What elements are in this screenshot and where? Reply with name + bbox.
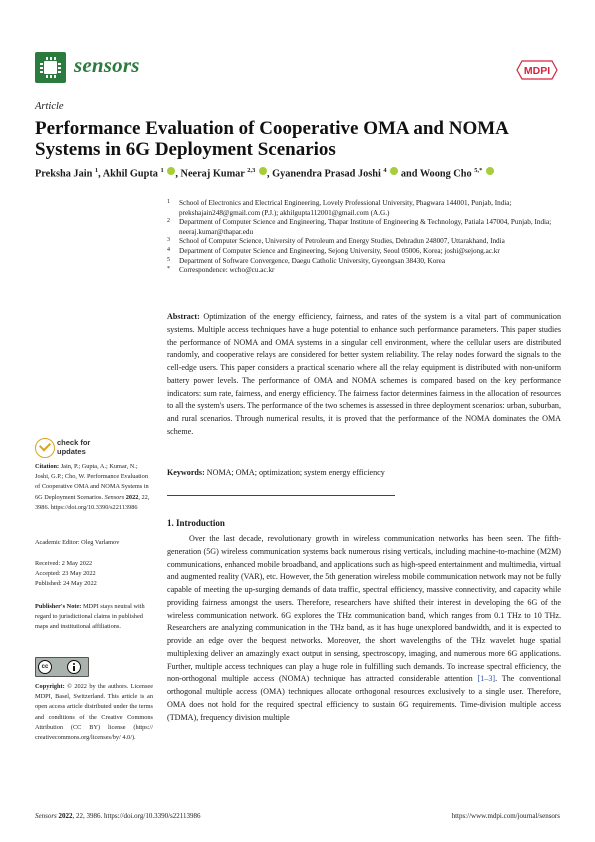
affiliation-item: 4 Department of Computer Science and Engineering, Sejong University, Seoul 05006, Korea; joshi@sejong.ac.kr [167,246,500,255]
author-affiliation: 4 [383,167,387,174]
check-updates-line: check for [57,438,91,447]
academic-editor: Academic Editor: Oleg Varlamov [35,539,120,546]
footer-url[interactable]: https://www.mdpi.com/journal/sensors [451,812,560,820]
footer-doi[interactable]: , 22, 3986. https://doi.org/10.3390/s22113986 [72,812,201,820]
abstract [167,311,561,439]
citation-label: Citation: [35,463,60,470]
attribution-icon [67,660,81,674]
author-name[interactable]: Akhil Gupta [102,168,158,180]
cc-by-license-icon[interactable] [35,657,89,677]
check-for-updates-button[interactable] [35,438,145,460]
article-type: Article [35,101,64,112]
author-name[interactable]: Neeraj Kumar [180,168,245,180]
keywords [167,468,561,477]
author-name[interactable]: Preksha Jain [35,168,93,180]
citation-text: Jain, P.; Gupta, A.; Kumar, N.; Joshi, G.P.; Cho, W. Performance Evaluation of Cooperative OMA and NOMA Systems in 6G Deployment Scenarios. [35,463,149,501]
publisher-name: MDPI [523,65,551,77]
author-joiner: and [400,168,418,180]
cc-icon: cc [38,660,52,674]
footer-year: 2022 [58,812,73,820]
published-date: Published: 24 May 2022 [35,580,97,588]
author-name[interactable]: Gyanendra Prasad Joshi [272,168,381,180]
author-affiliation: 2,3 [247,167,256,174]
author-separator: , [266,168,270,180]
abstract-label: Abstract: [167,312,200,321]
citation-doi[interactable]: , 22, 3986. https://doi.org/10.3390/s22113986 [35,493,150,511]
affiliation-item: 5 Department of Software Convergence, Daegu Catholic University, Gyeongsan 38430, Korea [167,256,446,265]
orcid-icon[interactable] [259,167,267,175]
journal-logo-icon [35,52,66,83]
reference-link[interactable]: [1–3] [477,674,496,684]
citation-journal: Sensors [104,493,125,501]
section-title: 1. Introduction [167,518,225,528]
copyright-block [35,682,153,743]
journal-name[interactable]: sensors [74,53,140,77]
divider [167,495,395,496]
body-text-a: Over the last decade, revolutionary growth in wireless communication networks has been seen. The fifth-generation (5G) wireless communication systems back numerous rising verticals, including machine-to-machine (M2M) communications, enhanced mobile broadband, and applications such as high-speed entertainment and multimedia, virtual and augmented reality (VAR), etc. However, the 5th generation wireless mobile communication network may not be fully capable of meeting the up-surging demands of data traffic, spectral efficiency, massive connectivity, and capacity while providing fairness amongst the users. Therefore, researchers have shifted their interest in developing the 6G of the wireless communication network. 6G explores the THz communication band, which ranges from 0.1 THz to 10 THz. Researchers are analyzing communication in the THz band, as it has huge unexplored bandwidth, and it is expected to provide an edge over the bequest networks. Moreover, the short wavelengths of the THz wavelet huge spatial multiplexing deliver an amazingly exact output in sensing, spectroscopy, imaging, and numerous more 6G applications. Further, multiple access techniques can play a huge role in fulfilling such demands. To increase spectral efficiency, the non-orthogonal multiple access (NOMA) technique has attracted considerable attention [167,534,561,684]
author-list [35,167,575,179]
author-affiliation: 1 [94,167,99,174]
body-text-b: . The conventional orthogonal multiple access (OMA) techniques allocate orthogonal resources exclusively to a single user. Therefore, OMA does not hold for the required spectral efficiency to sustain 6G requirements. Time-division multiple access (TDMA), frequency division multiple [167,674,561,722]
accepted-date: Accepted: 23 May 2022 [35,570,96,578]
copyright-text: © 2022 by the authors. Licensee MDPI, Basel, Switzerland. This article is an open access article distributed under the terms and conditions of the Creative Commons Attribution (CC BY) license (https:// creativecommons.org/licenses/by/ 4.0/). [35,683,153,742]
footer-citation [35,812,200,820]
affiliation-item: 3 School of Computer Science, University of Petroleum and Energy Studies, Dehradun 248007, Uttarakhand, India [167,237,505,246]
abstract-text: Optimization of the energy efficiency, fairness, and rates of the system is a vital part of communication systems. Multiple access techniques have a huge potential to enhance such performance parameters. This paper studies the performance of NOMA and OMA systems in a singular cell environment, where the cellular users are distributed randomly, and cooperative relays are considered for better system reliability. The relay nodes forward the signals to the cell-edge users. This paper considers a practical scenario where all the relay equipment is distributed with non-uniform battery power levels. The performance of OMA and NOMA schemes is compared based on the key performance indicators: sum rate, fairness, and energy efficiency. The fairness factor determines fairness in the allocation of resources to all the system's users. The performance of the two schemes is assessed in three deployment scenarios: urban, suburban, and rural scenarios. Through numerical results, it is proved that the performance of the NOMA dominates the OMA scheme. [167,312,561,436]
check-updates-line: updates [57,446,86,456]
author-separator: , [98,168,101,180]
keywords-text: NOMA; OMA; optimization; system energy efficiency [206,468,385,477]
orcid-icon[interactable] [390,167,398,175]
keywords-label: Keywords: [167,468,205,477]
affiliation-item: 1 School of Electronics and Electrical Engineering, Lovely Professional University, Phagwara 144001, Punjab, India; prekshajain248@gmail.com (P.J.); akhilgupta112001@gmail.com (A.G.) [167,199,512,217]
copyright-label: Copyright: [35,683,65,690]
author-separator: , [175,168,178,180]
citation-year: 2022 [125,493,139,501]
footer-journal: Sensors [35,812,57,820]
author-affiliation: 5,* [474,167,483,174]
publisher-note [35,602,153,633]
affiliation-list [167,199,577,276]
publisher-note-text: MDPI stays neutral with regard to jurisdictional claims in published maps and institutional affiliations. [35,603,145,631]
section-body [167,533,561,724]
affiliation-item: * Correspondence: wcho@cu.ac.kr [167,266,275,275]
received-date: Received: 2 May 2022 [35,560,93,567]
paper-title: Performance Evaluation of Cooperative OMA and NOMA Systems in 6G Deployment Scenarios [35,118,508,160]
citation-block [35,462,153,513]
author-affiliation: 1 [160,167,164,174]
author-name[interactable]: Woong Cho [419,168,472,180]
check-updates-icon [35,438,55,458]
dates-block [35,559,153,590]
publisher-note-label: Publisher's Note: [35,603,82,610]
orcid-icon[interactable] [486,167,494,175]
mdpi-logo-icon[interactable] [514,60,558,80]
affiliation-item: 2 Department of Computer Science and Engineering, Thapar Institute of Engineering & Technology, Patiala 147004, Punjab, India; neeraj.kumar@thapar.edu [167,218,552,236]
